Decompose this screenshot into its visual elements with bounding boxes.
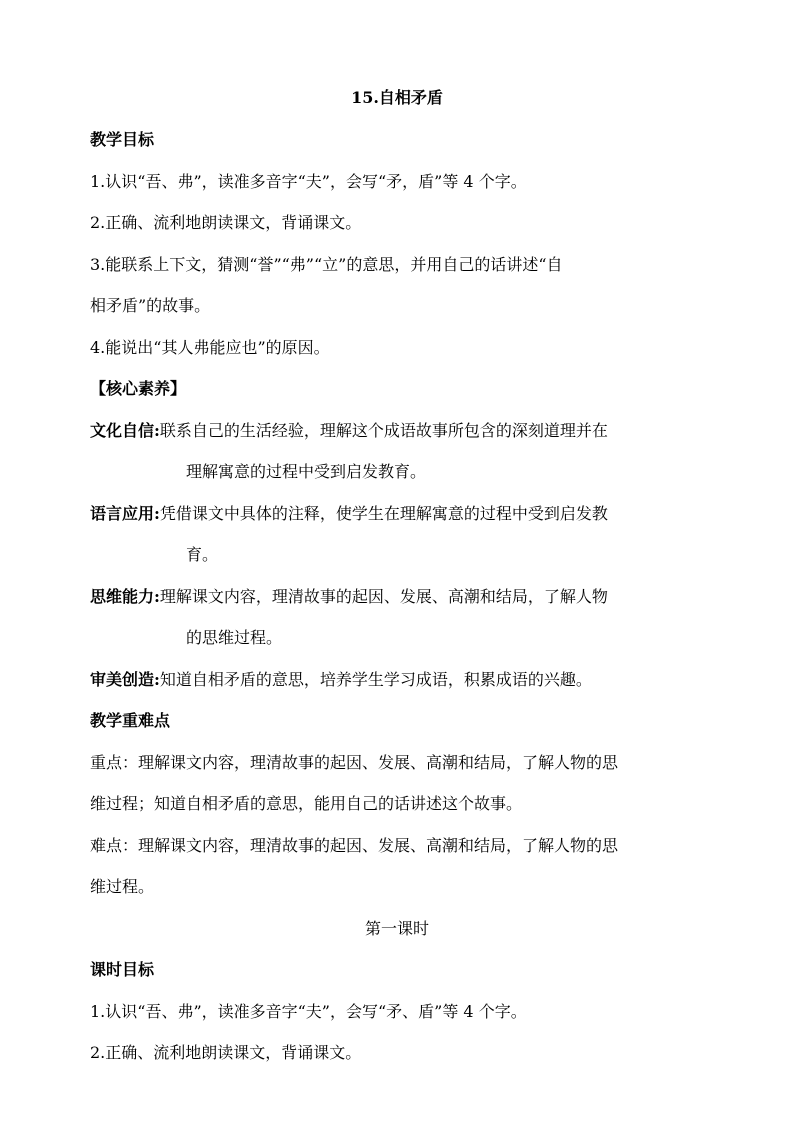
literacy-term: 思维能力: bbox=[90, 587, 160, 606]
literacy-term: 审美创造: bbox=[90, 670, 160, 689]
section-heading-keypoints: 教学重难点 bbox=[90, 711, 171, 730]
literacy-continuation: 的思维过程。 bbox=[186, 628, 283, 647]
literacy-text: 联系自己的生活经验，理解这个成语故事所包含的深刻道理并在 bbox=[159, 421, 608, 440]
literacy-term: 文化自信: bbox=[90, 421, 160, 440]
goal-item: 1.认识“吾、弗”，读准多音字“夫”，会写“矛，盾”等 4 个字。 bbox=[90, 172, 527, 191]
literacy-item bbox=[90, 670, 710, 690]
literacy-text: 知道自相矛盾的意思，培养学生学习成语，积累成语的兴趣。 bbox=[159, 670, 592, 689]
lesson-heading: 第一课时 bbox=[364, 919, 429, 938]
literacy-text: 理解课文内容，理清故事的起因、发展、高潮和结局，了解人物 bbox=[159, 587, 608, 606]
goal-item: 2.正确、流利地朗读课文，背诵课文。 bbox=[90, 213, 362, 232]
keypoint-line: 维过程；知道自相矛盾的意思，能用自己的话讲述这个故事。 bbox=[90, 794, 523, 813]
literacy-item bbox=[90, 587, 710, 607]
literacy-continuation: 理解寓意的过程中受到启发教育。 bbox=[186, 462, 427, 481]
keypoint-line: 难点：理解课文内容，理清故事的起因、发展、高潮和结局，了解人物的思 bbox=[90, 836, 619, 855]
section-heading-lesson-goals: 课时目标 bbox=[90, 960, 155, 979]
literacy-term: 语言应用: bbox=[90, 504, 160, 523]
goal-item: 4.能说出“其人弗能应也”的原因。 bbox=[90, 338, 330, 357]
section-heading-literacy: 【核心素养】 bbox=[90, 379, 187, 398]
section-heading-goals: 教学目标 bbox=[90, 130, 155, 149]
goal-item: 3.能联系上下文，猜测“誉”“弗”“立”的意思，并用自己的话讲述“自 bbox=[90, 255, 563, 274]
literacy-continuation: 育。 bbox=[186, 545, 219, 564]
literacy-item bbox=[90, 421, 710, 441]
literacy-text: 凭借课文中具体的注释，使学生在理解寓意的过程中受到启发教 bbox=[159, 504, 608, 523]
lesson-goal-item: 2.正确、流利地朗读课文，背诵课文。 bbox=[90, 1043, 362, 1062]
literacy-item bbox=[90, 504, 710, 524]
lesson-goal-item: 1.认识“吾、弗”，读准多音字“夫”，会写“矛、盾”等 4 个字。 bbox=[90, 1002, 527, 1021]
goal-item-continuation: 相矛盾”的故事。 bbox=[90, 296, 211, 315]
keypoint-line: 维过程。 bbox=[90, 877, 155, 896]
keypoint-line: 重点：理解课文内容，理清故事的起因、发展、高潮和结局，了解人物的思 bbox=[90, 753, 619, 772]
document-title: 15.自相矛盾 bbox=[351, 88, 443, 107]
